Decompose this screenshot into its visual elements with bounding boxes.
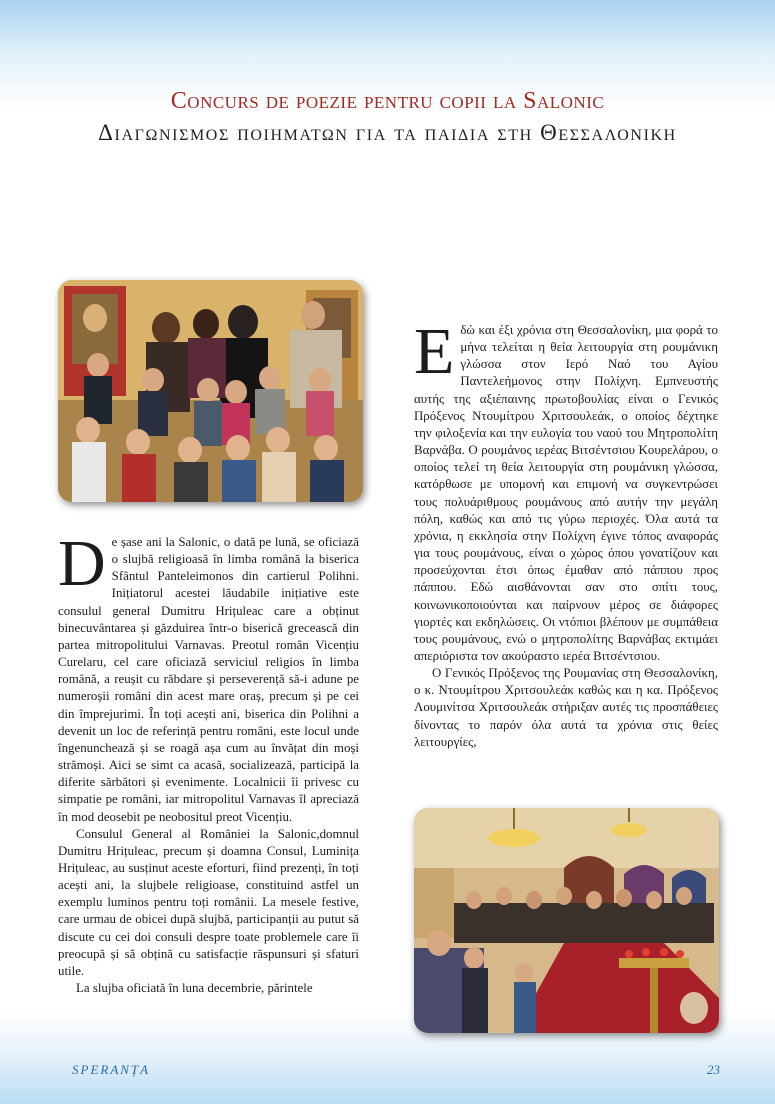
romanian-paragraph-3: La slujba oficiată în luna decembrie, părintele [76,981,313,996]
children-group-illustration [58,280,363,502]
romanian-dropcap: D [58,527,106,600]
greek-paragraph-1: δώ και έξι χρόνια στη Θεσσαλονίκη, μια φορά το μήνα τελείται η θεία λειτουργία στη ρουμάνικη γλώσσα στον Ιερό Ναό του Αγίου Παντελεήμονος στην Πολίχνη. Εμπνευστής αυτής της αξιέπαινης πρωτοβουλίας είναι ο Γενικός Πρόξενος Ντουμίτρου Χριτσουλεάκ, ο οποίος δέχτηκε την φιλοξενία και την ευλογία του ναού του Μητροπολίτη Βαρνάβα. Ο ρουμάνος ιερέας Βιτσέντσιου Κουρελάρου, ο οποίος τελεί τη θεία λειτουργία στη ρουμάνικη γλώσσα, κατόρθωσε με υπομονή και επιμονή να συγκεντρώσει τους πολυάριθμους ρουμάνους από αυτήν την μεγάλη πόλη, καθώς και από τις γύρω περιοχές. Όλα αυτά τα χρόνια, η εκκλησία στην Πολίχνη έγινε τόπος αναφοράς για τους ρουμάνους, είναι ο χώρος όπου γονατίζουν και προσεύχονται έτσι όπως έμαθαν από πάππου προς πάππου. Εδώ αισθάνονται σαν στο σπίτι τους, κοινωνικοποιούνται και παίρνουν μέρος σε διάφορες γιορτές και εκδηλώσεις. Οι ντόπιοι βλέπουν με συμπάθεια τους ρουμάνους, ενώ ο μητροπολίτης Βαρνάβας εκτιμάει απεριόριστα τον ακούραστο ιερέα Βιτσέντσιου. [414,323,718,663]
romanian-paragraph-2: Consulul General al României la Salonic,domnul Dumitru Hrițuleac, precum și doamna Consul, Luminița Hrițuleac, au susținut aceste eforturi, fiind prezenți, în toți acești ani, la slujbele religioase, constituind astfel un exemplu luminos pentru toți românii. La mesele festive, care urmau de obicei după slujbă, participanții au putut să discute cu cei doi consuli despre toate problemele care îi preocupă și să obțină cu satisfacție răspunsuri și sfaturi utile. [58,826,359,978]
children-group-photo [58,280,363,502]
title-romanian: Concurs de poezie pentru copii la Salonic [170,88,605,114]
church-interior-illustration [414,808,719,1033]
greek-text-column [414,315,718,751]
romanian-text-column [58,527,359,997]
page-number: 23 [707,1062,720,1077]
church-interior-photo [414,808,719,1033]
title-greek: Διαγωνισμος ποιηματων για τα παιδια στη Θεσσαλονικη [98,120,677,145]
greek-paragraph-2: Ο Γενικός Πρόξενος της Ρουμανίας στη Θεσσαλονίκη, ο κ. Ντουμίτρου Χριτσουλεάκ καθώς και η κα. Πρόξενος Λουμινίτσα Χριτσουλεάκ στήριξαν αυτές τις προσπάθειες δίνοντας το παρόν όλα αυτά τα χρόνια στις θείες λειτουργίες, [414,666,718,749]
greek-dropcap: Ε [414,315,455,388]
romanian-paragraph-1: e șase ani la Salonic, o dată pe lună, se oficiază o slujbă religioasă în limba română la biserica Sfântul Panteleimonos din cartierul Polihni. Inițiatorul acestei lăudabile inițiative este consulul general Dumitru Hrițuleac care a obținut binecuvântarea și găzduirea într-o biserică grecească din partea mitropolitului Varnavas. Preotul român Vicențiu Curelaru, cel care oficiază serviciul religios în limba română, a reușit cu răbdare și perseverență să-i adune pe numeroșii români din acest mare oraș, precum și pe cei din împrejurimi. În toți acești ani, biserica din Polihni a devenit un loc de referință pentru români, este locul unde îngenunchează și se roagă așa cum au învățat din moși strămoși. Aici se simt ca acasă, socializează, participă la diferite sărbători și evenimente. Localnicii îi privesc cu simpatie pe români, iar mitropolitul Varnavas îl apreciază în mod deosebit pe neobositul preot Vicențiu. [58,535,359,824]
magazine-name: SPERANȚA [72,1062,151,1077]
